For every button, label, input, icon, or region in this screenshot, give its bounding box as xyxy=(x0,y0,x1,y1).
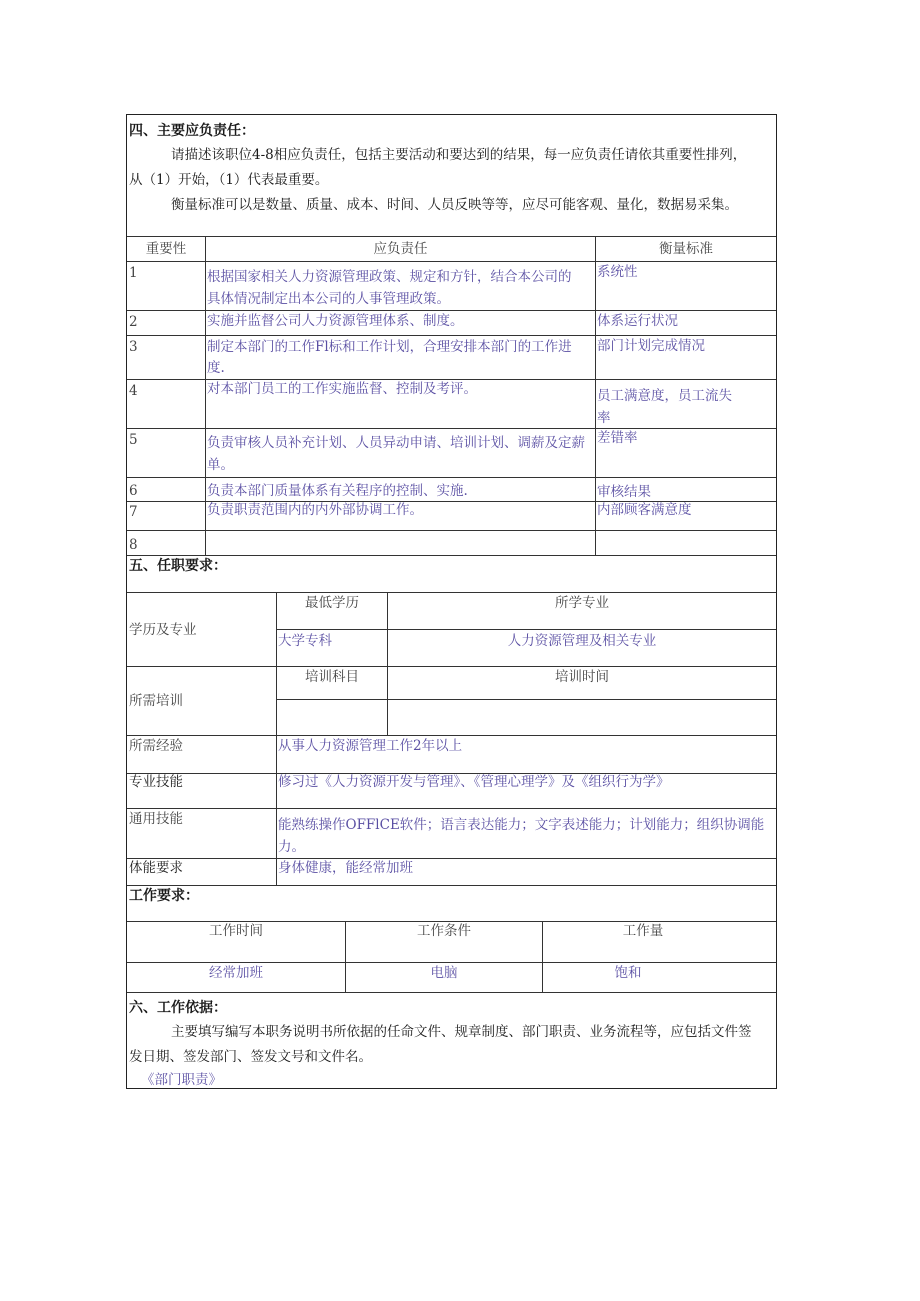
row-1-measure: 系统性 xyxy=(597,264,638,280)
section-4-measure-note: 衡量标准可以是数量、质量、成本、时间、人员反映等等，应尽可能客观、量化，数据易采集。 xyxy=(171,197,738,213)
row-6-measure: 审核结果 xyxy=(597,484,651,500)
row-7-number: 7 xyxy=(129,504,138,520)
row-3-number: 3 xyxy=(129,339,138,355)
job-description-document xyxy=(126,114,777,1089)
section-6-instruction-line-1: 主要填写编写本职务说明书所依据的任命文件、规章制度、部门职责、业务流程等，应包括文件签 xyxy=(171,1024,752,1040)
experience-value: 从事人力资源管理工作2年以上 xyxy=(278,738,463,754)
row-5-number: 5 xyxy=(129,432,138,448)
general-skills-label: 通用技能 xyxy=(129,811,183,827)
physical-label: 体能要求 xyxy=(129,860,183,876)
row-5-duty-line-2: 单。 xyxy=(207,457,234,473)
row-7-measure: 内部顾客满意度 xyxy=(597,502,692,518)
row-4-measure-line-1: 员工满意度，员工流失 xyxy=(597,388,732,404)
section-6-title: 六、工作依据： xyxy=(129,1000,227,1016)
header-importance: 重要性 xyxy=(145,241,187,257)
row-8-number: 8 xyxy=(129,537,138,553)
row-1-duty-line-1: 根据国家相关人力资源管理政策、规定和方针，结合本公司的 xyxy=(207,269,572,285)
work-conditions-value: 电脑 xyxy=(430,965,458,981)
row-2-measure: 体系运行状况 xyxy=(597,313,678,329)
physical-value: 身体健康，能经常加班 xyxy=(278,860,413,876)
general-skills-value-line-2: 力。 xyxy=(278,839,305,855)
header-major: 所学专业 xyxy=(555,595,609,611)
header-work-conditions: 工作条件 xyxy=(417,923,471,939)
header-min-degree: 最低学历 xyxy=(305,595,359,611)
table-rule xyxy=(127,885,776,886)
table-rule xyxy=(127,530,776,531)
header-training-subject: 培训科目 xyxy=(305,669,359,685)
row-4-number: 4 xyxy=(129,383,138,399)
row-1-duty-line-2: 具体情况制定出本公司的人事管理政策。 xyxy=(207,291,450,307)
table-rule xyxy=(276,592,277,735)
row-1-number: 1 xyxy=(129,265,138,281)
section-4-title: 四、主要应负责任： xyxy=(129,123,255,139)
row-3-duty-line-1: 制定本部门的工作Fl标和工作计划，合理安排本部门的工作进 xyxy=(207,339,572,355)
section-4-instruction-line-2: 从（1）开始，（1）代表最重要。 xyxy=(129,172,329,188)
professional-skills-label: 专业技能 xyxy=(129,774,183,790)
header-workload: 工作量 xyxy=(622,923,664,939)
row-4-duty: 对本部门员工的工作实施监督、控制及考评。 xyxy=(207,381,477,397)
work-requirements-title: 工作要求： xyxy=(129,888,199,904)
header-training-time: 培训时间 xyxy=(555,669,609,685)
header-measure: 衡量标准 xyxy=(659,241,713,257)
row-5-duty-line-1: 负责审核人员补充计划、人员异动申请、培训计划、调薪及定薪 xyxy=(207,435,585,451)
row-2-duty: 实施并监督公司人力资源管理体系、制度。 xyxy=(207,313,464,329)
header-duty: 应负责任 xyxy=(373,241,428,257)
row-3-duty-line-2: 度. xyxy=(207,360,225,376)
table-rule xyxy=(276,699,776,700)
header-work-time: 工作时间 xyxy=(209,923,263,939)
major-value: 人力资源管理及相关专业 xyxy=(507,633,657,649)
table-rule xyxy=(127,236,776,237)
section-6-instruction-line-2: 发日期、签发部门、签发文号和文件名。 xyxy=(129,1049,372,1065)
experience-label: 所需经验 xyxy=(129,738,183,754)
table-rule xyxy=(387,592,388,735)
section-5-title: 五、任职要求： xyxy=(129,558,227,574)
table-rule xyxy=(205,236,206,555)
row-4-measure-line-2: 率 xyxy=(597,410,611,426)
row-6-duty: 负责本部门质量体系有关程序的控制、实施. xyxy=(207,483,468,499)
table-rule xyxy=(276,629,776,630)
table-rule xyxy=(127,477,776,478)
table-rule xyxy=(276,735,277,885)
min-degree-value: 大学专科 xyxy=(278,633,332,649)
table-rule xyxy=(127,428,776,429)
row-6-number: 6 xyxy=(129,483,138,499)
general-skills-value-line-1: 能熟练操作OFFlCE软件；语言表达能力；文字表述能力；计划能力；组织协调能 xyxy=(278,817,765,833)
row-3-measure: 部门计划完成情况 xyxy=(597,338,705,354)
education-label: 学历及专业 xyxy=(129,622,197,638)
table-rule xyxy=(595,236,596,555)
row-7-duty: 负责职责范围内的内外部协调工作。 xyxy=(207,502,423,518)
table-rule xyxy=(127,858,776,859)
table-rule xyxy=(127,261,776,262)
table-rule xyxy=(127,992,776,993)
professional-skills-value: 修习过《人力资源开发与管理》、《管理心理学》及《组织行为学》 xyxy=(278,774,670,790)
work-time-value: 经常加班 xyxy=(209,965,263,981)
row-5-measure: 差错率 xyxy=(597,430,638,446)
section-4-instruction-line-1: 请描述该职位4-8相应负责任，包括主要活动和要达到的结果，每一应负责任请依其重要性排列， xyxy=(171,147,747,163)
training-label: 所需培训 xyxy=(129,693,183,709)
workload-value: 饱和 xyxy=(614,965,642,981)
row-2-number: 2 xyxy=(129,314,138,330)
table-rule xyxy=(127,808,776,809)
work-basis-value: 《部门职责》 xyxy=(141,1072,222,1088)
